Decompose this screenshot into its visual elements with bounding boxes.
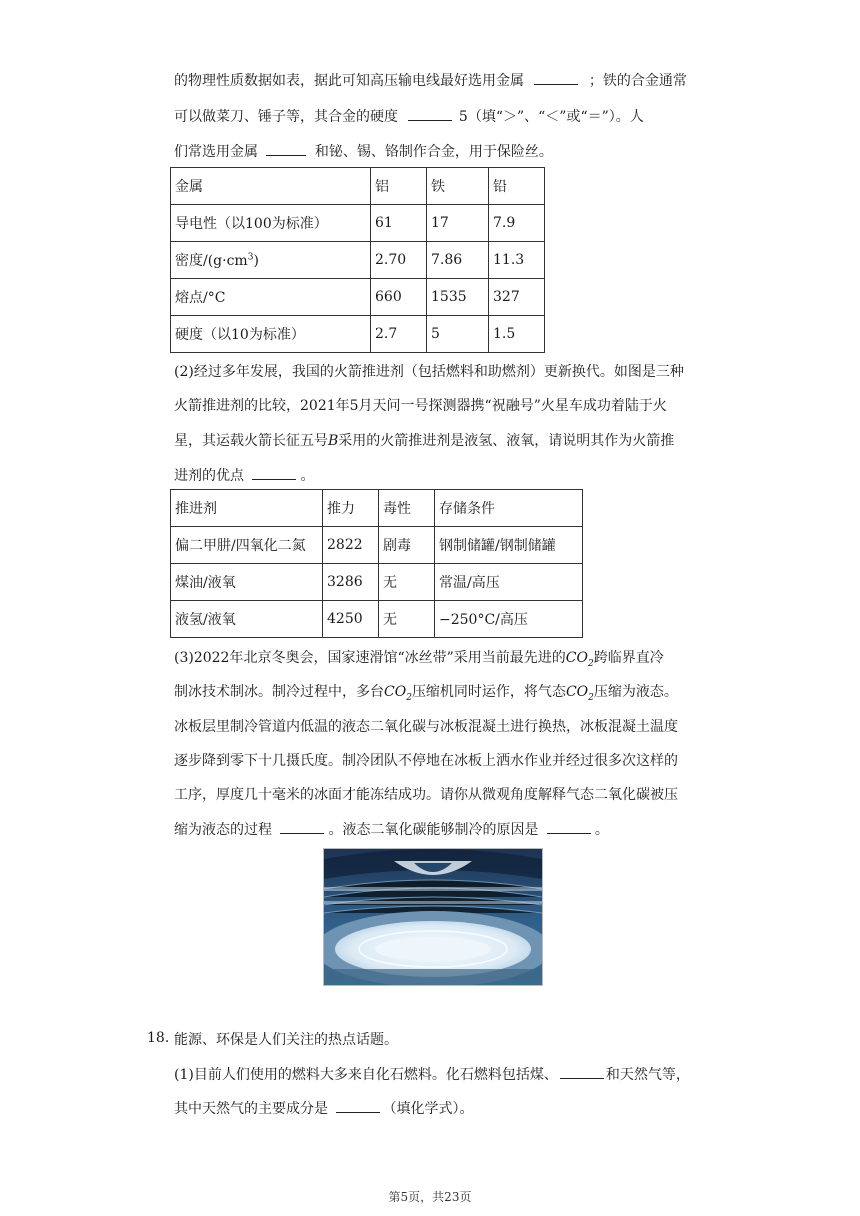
- table-cell: 1.5: [489, 316, 545, 353]
- answer-blank[interactable]: [252, 465, 296, 480]
- text-segment: 5（填“＞”、“＜”或“＝”）。人: [458, 109, 644, 125]
- table-cell: 推进剂: [171, 490, 323, 527]
- table-row: [171, 279, 545, 316]
- text-segment: 可以做菜刀、锤子等，其合金的硬度: [174, 109, 398, 125]
- table-cell: [171, 242, 371, 279]
- text-segment: （填化学式）。: [382, 1101, 474, 1117]
- table-cell: 熔点/°C: [171, 279, 371, 316]
- text-line: [174, 106, 644, 127]
- text-segment: ；铁的合金通常: [588, 73, 687, 89]
- density-close: ): [253, 253, 259, 269]
- table-cell: 常温/高压: [435, 564, 583, 601]
- co2-formula: $CO_2$: [565, 684, 594, 703]
- table-cell: 17: [427, 205, 489, 242]
- table-cell: 无: [379, 601, 435, 638]
- text-segment: 和铋、锡、铬制作合金，用于保险丝。: [314, 144, 553, 160]
- table-cell: 7.9: [489, 205, 545, 242]
- co2-formula: $CO_2$: [384, 684, 412, 703]
- co2-formula: $CO_2$: [565, 650, 594, 669]
- text-segment: 们常选用金属: [174, 144, 258, 160]
- ice-rink-illustration: [324, 849, 542, 985]
- table-cell: 铝: [371, 168, 427, 205]
- text-line: (2)经过多年发展，我国的火箭推进剂（包括燃料和助燃剂）更新换代。如图是三种: [174, 364, 684, 380]
- text-line: [174, 1098, 473, 1119]
- table-cell: 7.86: [427, 242, 489, 279]
- table-header-row: [171, 490, 583, 527]
- table-cell: 硬度（以10为标准）: [171, 316, 371, 353]
- question-title: 能源、环保是人们关注的热点话题。: [174, 1032, 398, 1048]
- text-segment: 的物理性质数据如表，据此可知高压输电线最好选用金属: [174, 73, 524, 89]
- table-cell: 4250: [323, 601, 379, 638]
- density-superscript: 3: [247, 252, 254, 263]
- text-line: [174, 141, 553, 162]
- text-segment: 。: [594, 822, 609, 838]
- text-segment: 制冰技术制冰。制冷过程中，多台: [174, 684, 384, 700]
- text-segment: (3)2022年北京冬奥会，国家速滑馆“冰丝带”采用当前最先进的: [174, 650, 566, 666]
- table-cell: 5: [427, 316, 489, 353]
- text-segment: 跨临界直冷: [593, 650, 664, 666]
- table-cell: 铁: [427, 168, 489, 205]
- answer-blank[interactable]: [266, 141, 306, 156]
- table-cell: 2.70: [371, 242, 427, 279]
- table-row: [171, 527, 583, 564]
- text-segment: 进剂的优点: [174, 468, 244, 484]
- answer-blank[interactable]: [547, 819, 591, 834]
- text-line: [174, 1064, 690, 1085]
- table-row: [171, 205, 545, 242]
- table-cell: −250°C/高压: [435, 601, 583, 638]
- table-cell: 660: [371, 279, 427, 316]
- answer-blank[interactable]: [336, 1098, 380, 1113]
- table-cell: 毒性: [379, 490, 435, 527]
- table-row: [171, 601, 583, 638]
- table-cell: 金属: [171, 168, 371, 205]
- text-segment: 压缩机同时运作，将气态: [411, 684, 566, 700]
- table-row: [171, 564, 583, 601]
- table-cell: 液氢/液氧: [171, 601, 323, 638]
- answer-blank[interactable]: [408, 106, 452, 121]
- text-line: [174, 70, 687, 91]
- density-label: 密度/(g·cm: [175, 253, 248, 269]
- question-number: 18.: [147, 1030, 170, 1046]
- ice-rink-photo: [323, 848, 543, 986]
- table-cell: 钢制储罐/钢制储罐: [435, 527, 583, 564]
- text-segment: 。: [300, 468, 315, 484]
- table-cell: 2.7: [371, 316, 427, 353]
- table-cell: 煤油/液氧: [171, 564, 323, 601]
- text-line: 火箭推进剂的比较，2021年5月天问一号探测器携“祝融号”火星车成功着陆于火: [174, 398, 667, 414]
- text-line: 冰板层里制冷管道内低温的液态二氧化碳与冰板混凝土进行换热，冰板混凝土温度: [174, 719, 678, 735]
- text-line: [174, 431, 674, 451]
- table-row: [171, 242, 545, 279]
- rocket-variant-letter: B: [328, 433, 339, 449]
- table-cell: 偏二甲肼/四氧化二氮: [171, 527, 323, 564]
- text-segment: 采用的火箭推进剂是液氢、液氧，请说明其作为火箭推: [338, 433, 675, 449]
- table-cell: 铅: [489, 168, 545, 205]
- answer-blank[interactable]: [534, 70, 578, 85]
- page-footer: 第5页，共23页: [388, 1190, 472, 1204]
- table-cell: 61: [371, 205, 427, 242]
- metal-properties-table: [170, 167, 545, 353]
- text-line: 工序，厚度几十毫米的冰面才能冻结成功。请你从微观角度解释气态二氧化碳被压: [174, 787, 678, 803]
- table-cell: 剧毒: [379, 527, 435, 564]
- table-cell: 2822: [323, 527, 379, 564]
- table-header-row: [171, 168, 545, 205]
- propellant-table: [170, 489, 583, 638]
- text-line: [174, 682, 678, 708]
- table-cell: 无: [379, 564, 435, 601]
- table-cell: 1535: [427, 279, 489, 316]
- text-segment: 压缩为液态。: [593, 684, 678, 700]
- text-line: [174, 819, 609, 840]
- table-cell: 存储条件: [435, 490, 583, 527]
- text-segment: 其中天然气的主要成分是: [174, 1101, 328, 1117]
- answer-blank[interactable]: [280, 819, 324, 834]
- table-cell: 导电性（以100为标准）: [171, 205, 371, 242]
- text-segment: (1)目前人们使用的燃料大多来自化石燃料。化石燃料包括煤、: [174, 1067, 558, 1083]
- text-segment: 。液态二氧化碳能够制冷的原因是: [328, 822, 539, 838]
- text-line: 逐步降到零下十几摄氏度。制冷团队不停地在冰板上洒水作业并经过很多次这样的: [174, 753, 678, 769]
- table-cell: 3286: [323, 564, 379, 601]
- table-row: [171, 316, 545, 353]
- table-cell: 推力: [323, 490, 379, 527]
- table-cell: 327: [489, 279, 545, 316]
- text-line: [174, 465, 314, 486]
- table-cell: 11.3: [489, 242, 545, 279]
- text-line: [174, 648, 664, 674]
- text-segment: 和天然气等，: [605, 1067, 690, 1083]
- text-segment: 缩为液态的过程: [174, 822, 272, 838]
- answer-blank[interactable]: [560, 1064, 604, 1079]
- text-segment: 星，其运载火箭长征五号: [174, 433, 328, 449]
